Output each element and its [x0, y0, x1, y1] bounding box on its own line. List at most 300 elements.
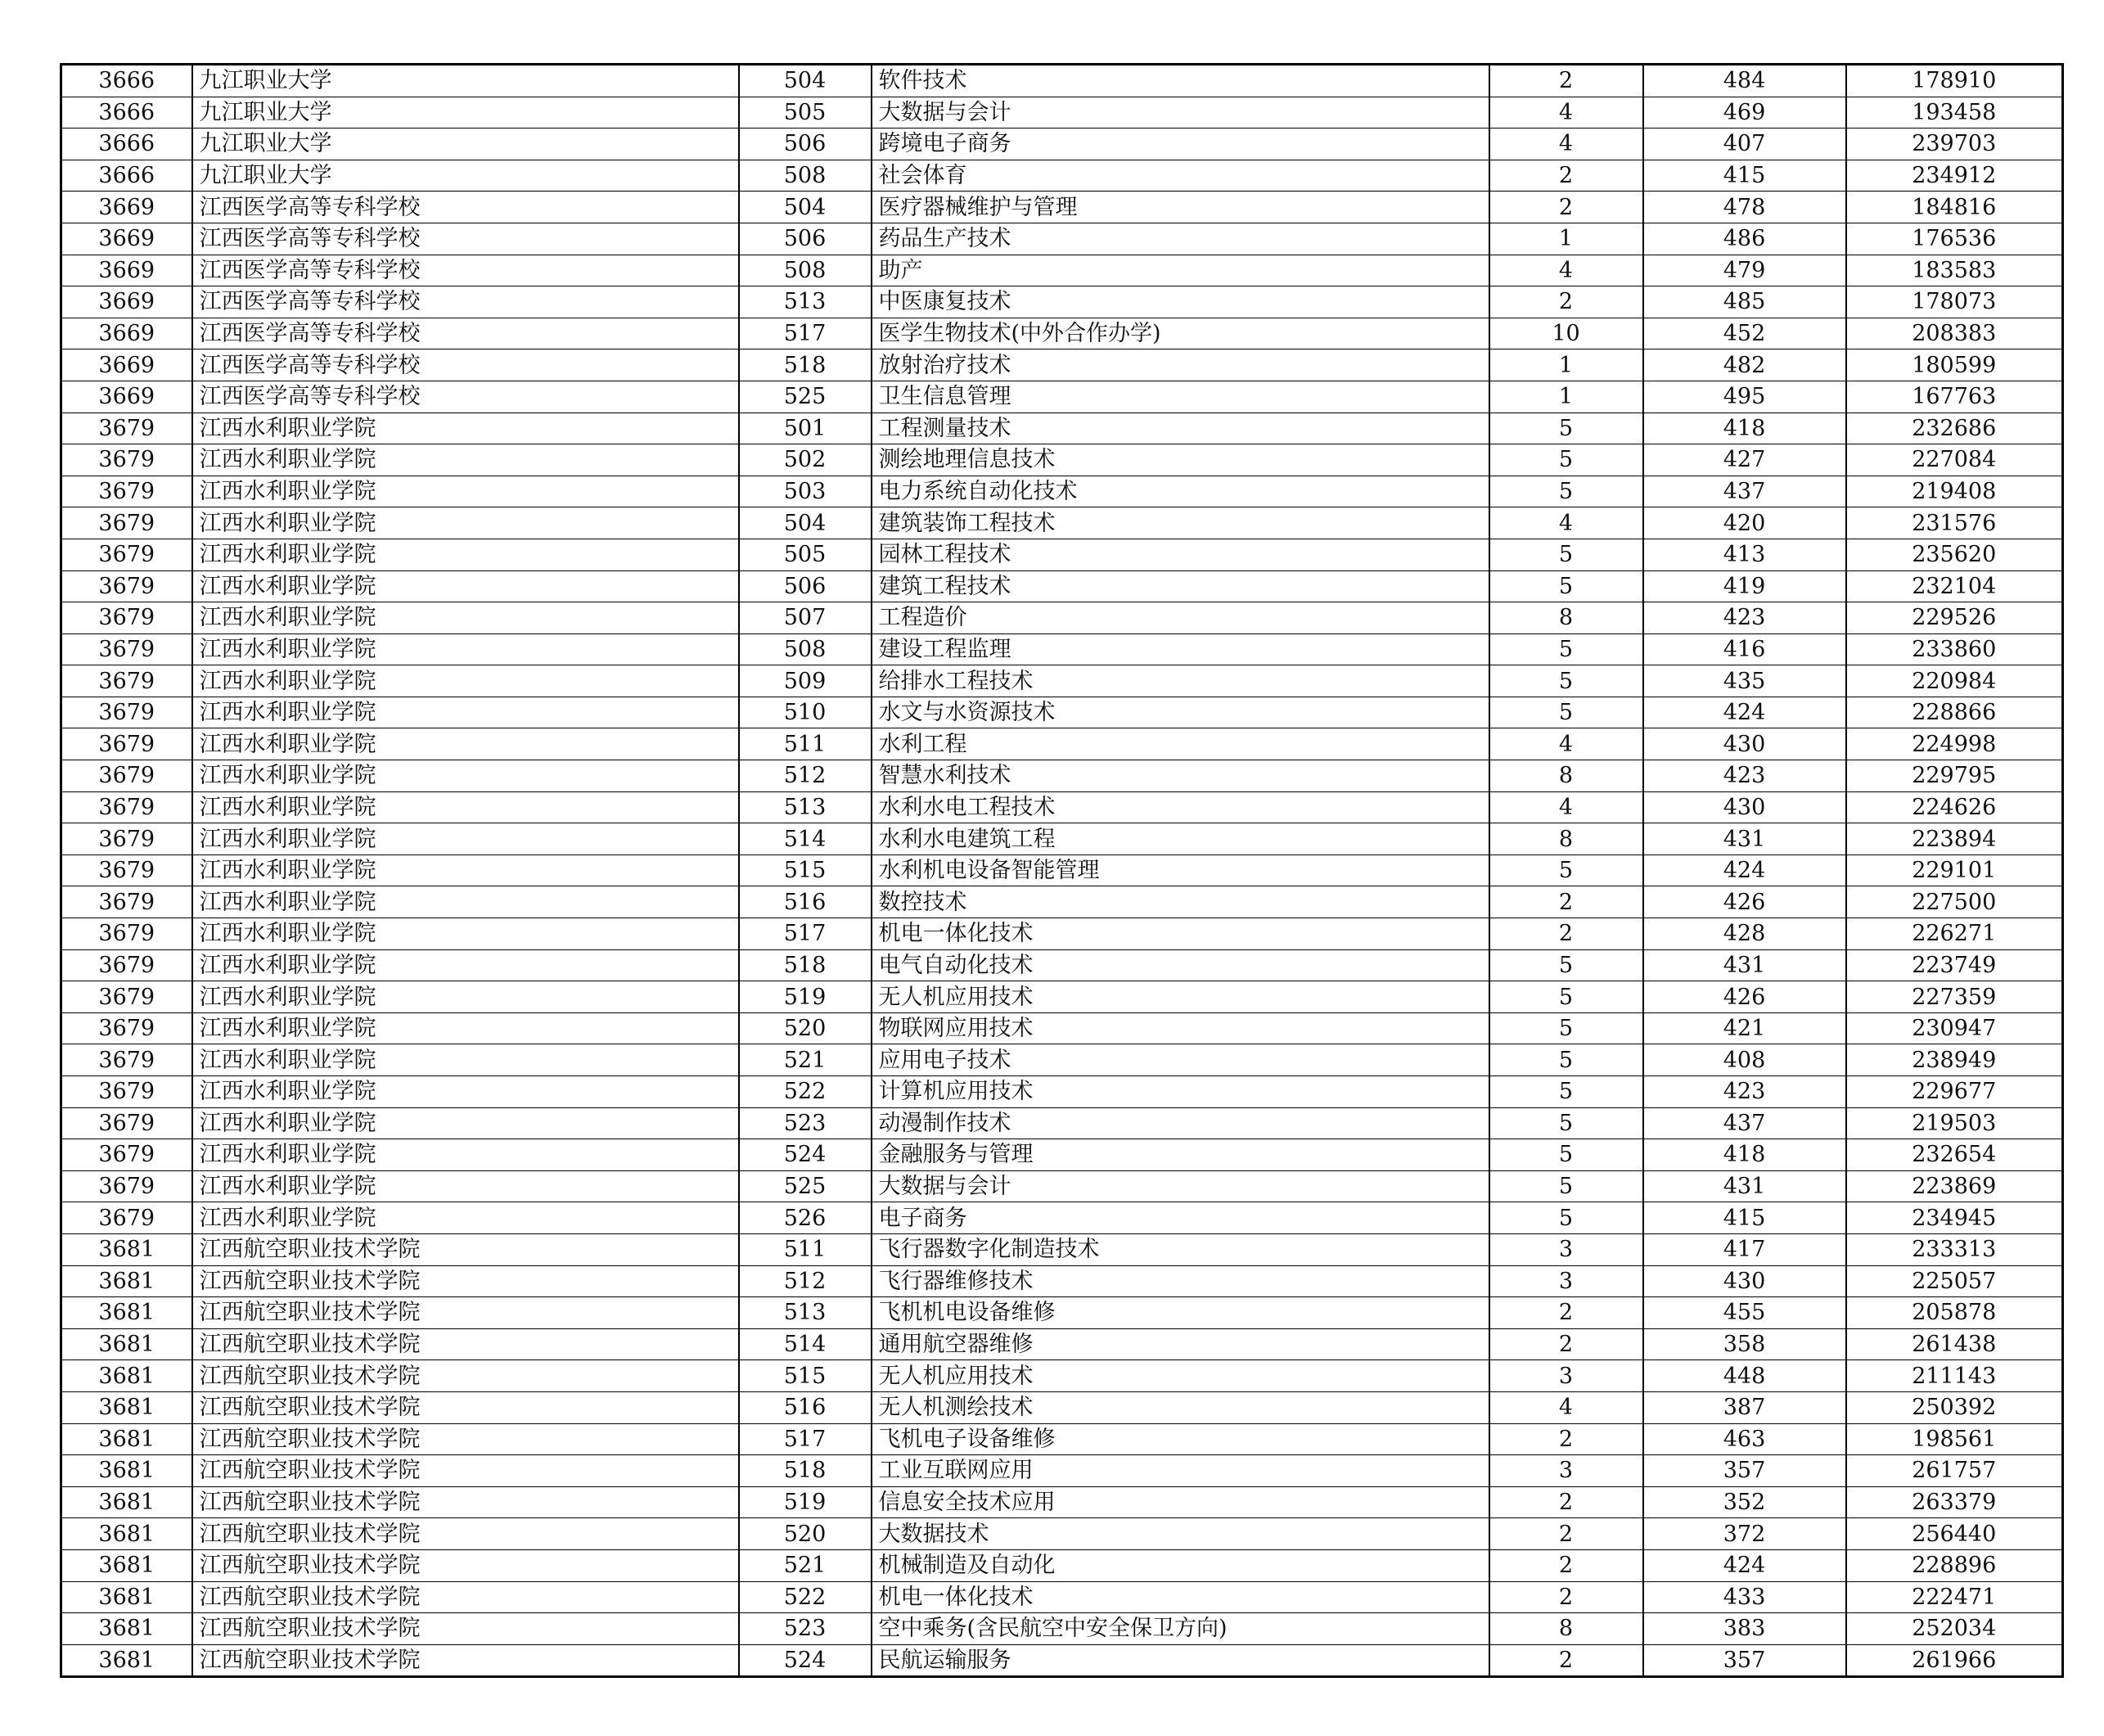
rank-cell: 224626	[1846, 791, 2063, 823]
major-code-cell: 504	[739, 65, 872, 97]
min-score-cell: 430	[1643, 728, 1846, 760]
major-name-cell: 物联网应用技术	[872, 1012, 1489, 1044]
rank-cell: 263379	[1846, 1486, 2063, 1518]
table-row	[61, 760, 2063, 792]
school-name-cell: 江西水利职业学院	[192, 949, 739, 981]
plan-count-cell: 4	[1489, 728, 1643, 760]
school-name-cell: 江西水利职业学院	[192, 634, 739, 665]
min-score-cell: 423	[1643, 760, 1846, 792]
plan-count-cell: 2	[1489, 65, 1643, 97]
school-code-cell: 3679	[61, 697, 192, 728]
school-name-cell: 江西水利职业学院	[192, 539, 739, 570]
table-row	[61, 1391, 2063, 1423]
min-score-cell: 372	[1643, 1518, 1846, 1550]
table-row	[61, 1455, 2063, 1487]
school-name-cell: 江西航空职业技术学院	[192, 1518, 739, 1550]
plan-count-cell: 2	[1489, 1297, 1643, 1329]
rank-cell: 252034	[1846, 1613, 2063, 1645]
table-row	[61, 65, 2063, 97]
plan-count-cell: 5	[1489, 444, 1643, 476]
plan-count-cell: 5	[1489, 1107, 1643, 1139]
plan-count-cell: 2	[1489, 1581, 1643, 1613]
school-name-cell: 江西水利职业学院	[192, 760, 739, 792]
major-name-cell: 放射治疗技术	[872, 349, 1489, 381]
plan-count-cell: 4	[1489, 97, 1643, 129]
major-name-cell: 社会体育	[872, 160, 1489, 192]
major-name-cell: 工业互联网应用	[872, 1455, 1489, 1487]
major-name-cell: 无人机应用技术	[872, 1360, 1489, 1392]
school-name-cell: 江西医学高等专科学校	[192, 349, 739, 381]
plan-count-cell: 5	[1489, 949, 1643, 981]
school-code-cell: 3666	[61, 65, 192, 97]
table-row	[61, 1233, 2063, 1265]
school-code-cell: 3679	[61, 665, 192, 697]
min-score-cell: 383	[1643, 1613, 1846, 1645]
plan-count-cell: 5	[1489, 476, 1643, 507]
school-code-cell: 3666	[61, 160, 192, 192]
major-code-cell: 508	[739, 255, 872, 286]
major-name-cell: 水利工程	[872, 728, 1489, 760]
school-code-cell: 3679	[61, 634, 192, 665]
school-code-cell: 3681	[61, 1613, 192, 1645]
min-score-cell: 424	[1643, 1549, 1846, 1581]
rank-cell: 250392	[1846, 1391, 2063, 1423]
plan-count-cell: 5	[1489, 697, 1643, 728]
major-code-cell: 502	[739, 444, 872, 476]
major-name-cell: 跨境电子商务	[872, 129, 1489, 160]
plan-count-cell: 5	[1489, 1076, 1643, 1108]
major-code-cell: 522	[739, 1581, 872, 1613]
major-name-cell: 电气自动化技术	[872, 949, 1489, 981]
school-code-cell: 3679	[61, 602, 192, 634]
school-code-cell: 3681	[61, 1297, 192, 1329]
school-name-cell: 江西水利职业学院	[192, 981, 739, 1013]
major-name-cell: 无人机应用技术	[872, 981, 1489, 1013]
school-name-cell: 江西航空职业技术学院	[192, 1486, 739, 1518]
major-name-cell: 建设工程监理	[872, 634, 1489, 665]
plan-count-cell: 8	[1489, 1613, 1643, 1645]
major-name-cell: 建筑工程技术	[872, 570, 1489, 602]
major-name-cell: 应用电子技术	[872, 1044, 1489, 1076]
table-row	[61, 1613, 2063, 1645]
rank-cell: 167763	[1846, 381, 2063, 413]
school-name-cell: 江西水利职业学院	[192, 1076, 739, 1108]
table-row	[61, 1297, 2063, 1329]
school-code-cell: 3681	[61, 1549, 192, 1581]
plan-count-cell: 3	[1489, 1233, 1643, 1265]
school-code-cell: 3679	[61, 1170, 192, 1202]
table-row	[61, 192, 2063, 223]
rank-cell: 230947	[1846, 1012, 2063, 1044]
plan-count-cell: 4	[1489, 507, 1643, 539]
plan-count-cell: 3	[1489, 1360, 1643, 1392]
table-row	[61, 1170, 2063, 1202]
rank-cell: 229677	[1846, 1076, 2063, 1108]
major-code-cell: 504	[739, 192, 872, 223]
school-code-cell: 3679	[61, 1076, 192, 1108]
major-name-cell: 测绘地理信息技术	[872, 444, 1489, 476]
major-name-cell: 机电一体化技术	[872, 1581, 1489, 1613]
school-name-cell: 九江职业大学	[192, 129, 739, 160]
major-name-cell: 机电一体化技术	[872, 918, 1489, 950]
table-row	[61, 97, 2063, 129]
major-name-cell: 智慧水利技术	[872, 760, 1489, 792]
min-score-cell: 413	[1643, 539, 1846, 570]
major-code-cell: 517	[739, 918, 872, 950]
major-name-cell: 信息安全技术应用	[872, 1486, 1489, 1518]
rank-cell: 220984	[1846, 665, 2063, 697]
min-score-cell: 358	[1643, 1328, 1846, 1360]
major-name-cell: 医学生物技术(中外合作办学)	[872, 318, 1489, 349]
rank-cell: 223894	[1846, 823, 2063, 855]
min-score-cell: 415	[1643, 1202, 1846, 1234]
plan-count-cell: 4	[1489, 255, 1643, 286]
min-score-cell: 427	[1643, 444, 1846, 476]
table-row	[61, 791, 2063, 823]
rank-cell: 229101	[1846, 854, 2063, 886]
school-code-cell: 3681	[61, 1455, 192, 1487]
school-code-cell: 3679	[61, 791, 192, 823]
school-code-cell: 3669	[61, 223, 192, 255]
min-score-cell: 426	[1643, 886, 1846, 918]
school-name-cell: 江西水利职业学院	[192, 1044, 739, 1076]
major-code-cell: 523	[739, 1613, 872, 1645]
rank-cell: 228866	[1846, 697, 2063, 728]
rank-cell: 178073	[1846, 286, 2063, 318]
rank-cell: 233313	[1846, 1233, 2063, 1265]
plan-count-cell: 8	[1489, 602, 1643, 634]
table-row	[61, 1202, 2063, 1234]
rank-cell: 232104	[1846, 570, 2063, 602]
school-code-cell: 3681	[61, 1265, 192, 1297]
major-code-cell: 521	[739, 1549, 872, 1581]
major-name-cell: 数控技术	[872, 886, 1489, 918]
min-score-cell: 495	[1643, 381, 1846, 413]
major-code-cell: 514	[739, 823, 872, 855]
school-name-cell: 九江职业大学	[192, 65, 739, 97]
min-score-cell: 430	[1643, 791, 1846, 823]
min-score-cell: 469	[1643, 97, 1846, 129]
school-code-cell: 3679	[61, 1202, 192, 1234]
school-code-cell: 3679	[61, 476, 192, 507]
plan-count-cell: 1	[1489, 349, 1643, 381]
school-name-cell: 江西水利职业学院	[192, 1107, 739, 1139]
school-name-cell: 江西医学高等专科学校	[192, 192, 739, 223]
plan-count-cell: 10	[1489, 318, 1643, 349]
school-name-cell: 江西航空职业技术学院	[192, 1391, 739, 1423]
min-score-cell: 430	[1643, 1265, 1846, 1297]
min-score-cell: 407	[1643, 129, 1846, 160]
major-code-cell: 513	[739, 286, 872, 318]
table-row	[61, 1486, 2063, 1518]
rank-cell: 193458	[1846, 97, 2063, 129]
major-name-cell: 建筑装饰工程技术	[872, 507, 1489, 539]
school-name-cell: 江西水利职业学院	[192, 476, 739, 507]
school-name-cell: 江西水利职业学院	[192, 918, 739, 950]
school-code-cell: 3669	[61, 286, 192, 318]
major-code-cell: 513	[739, 791, 872, 823]
table-row	[61, 1076, 2063, 1108]
plan-count-cell: 5	[1489, 413, 1643, 444]
school-code-cell: 3679	[61, 1107, 192, 1139]
min-score-cell: 408	[1643, 1044, 1846, 1076]
table-row	[61, 981, 2063, 1013]
school-name-cell: 江西航空职业技术学院	[192, 1549, 739, 1581]
school-code-cell: 3679	[61, 949, 192, 981]
table-row	[61, 129, 2063, 160]
major-name-cell: 电子商务	[872, 1202, 1489, 1234]
school-name-cell: 江西水利职业学院	[192, 1139, 739, 1171]
plan-count-cell: 5	[1489, 539, 1643, 570]
school-name-cell: 江西水利职业学院	[192, 444, 739, 476]
major-code-cell: 515	[739, 1360, 872, 1392]
min-score-cell: 448	[1643, 1360, 1846, 1392]
school-name-cell: 江西医学高等专科学校	[192, 255, 739, 286]
plan-count-cell: 4	[1489, 1391, 1643, 1423]
school-name-cell: 江西航空职业技术学院	[192, 1455, 739, 1487]
major-name-cell: 助产	[872, 255, 1489, 286]
rank-cell: 180599	[1846, 349, 2063, 381]
major-name-cell: 机械制造及自动化	[872, 1549, 1489, 1581]
major-code-cell: 508	[739, 634, 872, 665]
school-code-cell: 3679	[61, 1012, 192, 1044]
rank-cell: 229795	[1846, 760, 2063, 792]
school-name-cell: 江西航空职业技术学院	[192, 1233, 739, 1265]
rank-cell: 176536	[1846, 223, 2063, 255]
rank-cell: 234912	[1846, 160, 2063, 192]
plan-count-cell: 2	[1489, 1549, 1643, 1581]
min-score-cell: 485	[1643, 286, 1846, 318]
school-name-cell: 江西水利职业学院	[192, 570, 739, 602]
rank-cell: 234945	[1846, 1202, 2063, 1234]
min-score-cell: 482	[1643, 349, 1846, 381]
school-code-cell: 3679	[61, 760, 192, 792]
plan-count-cell: 1	[1489, 381, 1643, 413]
min-score-cell: 420	[1643, 507, 1846, 539]
school-code-cell: 3669	[61, 349, 192, 381]
major-code-cell: 501	[739, 413, 872, 444]
school-name-cell: 江西医学高等专科学校	[192, 223, 739, 255]
major-name-cell: 水文与水资源技术	[872, 697, 1489, 728]
table-row	[61, 634, 2063, 665]
plan-count-cell: 2	[1489, 918, 1643, 950]
table-row	[61, 1423, 2063, 1455]
rank-cell: 211143	[1846, 1360, 2063, 1392]
table-row	[61, 1265, 2063, 1297]
school-name-cell: 江西航空职业技术学院	[192, 1297, 739, 1329]
rank-cell: 256440	[1846, 1518, 2063, 1550]
plan-count-cell: 5	[1489, 981, 1643, 1013]
table-row	[61, 255, 2063, 286]
school-code-cell: 3681	[61, 1644, 192, 1677]
school-name-cell: 江西水利职业学院	[192, 854, 739, 886]
plan-count-cell: 5	[1489, 634, 1643, 665]
rank-cell: 178910	[1846, 65, 2063, 97]
major-code-cell: 511	[739, 728, 872, 760]
major-name-cell: 无人机测绘技术	[872, 1391, 1489, 1423]
major-code-cell: 514	[739, 1328, 872, 1360]
major-name-cell: 大数据技术	[872, 1518, 1489, 1550]
min-score-cell: 435	[1643, 665, 1846, 697]
table-row	[61, 602, 2063, 634]
major-code-cell: 510	[739, 697, 872, 728]
school-code-cell: 3681	[61, 1391, 192, 1423]
major-code-cell: 520	[739, 1012, 872, 1044]
plan-count-cell: 5	[1489, 665, 1643, 697]
min-score-cell: 433	[1643, 1581, 1846, 1613]
rank-cell: 235620	[1846, 539, 2063, 570]
min-score-cell: 419	[1643, 570, 1846, 602]
min-score-cell: 479	[1643, 255, 1846, 286]
school-name-cell: 江西航空职业技术学院	[192, 1644, 739, 1677]
school-name-cell: 江西航空职业技术学院	[192, 1613, 739, 1645]
rank-cell: 227359	[1846, 981, 2063, 1013]
major-code-cell: 517	[739, 318, 872, 349]
table-row	[61, 949, 2063, 981]
min-score-cell: 417	[1643, 1233, 1846, 1265]
min-score-cell: 387	[1643, 1391, 1846, 1423]
table-row	[61, 1581, 2063, 1613]
major-name-cell: 卫生信息管理	[872, 381, 1489, 413]
table-row	[61, 286, 2063, 318]
min-score-cell: 357	[1643, 1644, 1846, 1677]
school-code-cell: 3666	[61, 97, 192, 129]
table-row	[61, 697, 2063, 728]
plan-count-cell: 2	[1489, 1518, 1643, 1550]
min-score-cell: 437	[1643, 476, 1846, 507]
major-code-cell: 505	[739, 97, 872, 129]
plan-count-cell: 4	[1489, 129, 1643, 160]
plan-count-cell: 1	[1489, 223, 1643, 255]
major-name-cell: 大数据与会计	[872, 1170, 1489, 1202]
rank-cell: 183583	[1846, 255, 2063, 286]
school-name-cell: 江西航空职业技术学院	[192, 1581, 739, 1613]
major-name-cell: 给排水工程技术	[872, 665, 1489, 697]
major-name-cell: 软件技术	[872, 65, 1489, 97]
major-code-cell: 526	[739, 1202, 872, 1234]
rank-cell: 227084	[1846, 444, 2063, 476]
rank-cell: 219503	[1846, 1107, 2063, 1139]
min-score-cell: 463	[1643, 1423, 1846, 1455]
plan-count-cell: 4	[1489, 791, 1643, 823]
table-row	[61, 665, 2063, 697]
major-code-cell: 520	[739, 1518, 872, 1550]
major-code-cell: 522	[739, 1076, 872, 1108]
school-code-cell: 3681	[61, 1581, 192, 1613]
rank-cell: 219408	[1846, 476, 2063, 507]
plan-count-cell: 5	[1489, 1202, 1643, 1234]
rank-cell: 261757	[1846, 1455, 2063, 1487]
school-code-cell: 3679	[61, 886, 192, 918]
major-code-cell: 505	[739, 539, 872, 570]
table-row	[61, 539, 2063, 570]
table-row	[61, 349, 2063, 381]
school-name-cell: 江西医学高等专科学校	[192, 286, 739, 318]
plan-count-cell: 5	[1489, 854, 1643, 886]
school-name-cell: 江西水利职业学院	[192, 1202, 739, 1234]
rank-cell: 226271	[1846, 918, 2063, 950]
table-row	[61, 476, 2063, 507]
min-score-cell: 418	[1643, 1139, 1846, 1171]
min-score-cell: 421	[1643, 1012, 1846, 1044]
min-score-cell: 424	[1643, 854, 1846, 886]
major-name-cell: 工程造价	[872, 602, 1489, 634]
major-code-cell: 507	[739, 602, 872, 634]
school-name-cell: 江西水利职业学院	[192, 823, 739, 855]
major-name-cell: 通用航空器维修	[872, 1328, 1489, 1360]
major-name-cell: 飞行器维修技术	[872, 1265, 1489, 1297]
table-row	[61, 1360, 2063, 1392]
major-name-cell: 医疗器械维护与管理	[872, 192, 1489, 223]
major-name-cell: 中医康复技术	[872, 286, 1489, 318]
rank-cell: 227500	[1846, 886, 2063, 918]
table-row	[61, 1549, 2063, 1581]
min-score-cell: 484	[1643, 65, 1846, 97]
school-code-cell: 3679	[61, 981, 192, 1013]
table-row	[61, 507, 2063, 539]
min-score-cell: 352	[1643, 1486, 1846, 1518]
table-row	[61, 1012, 2063, 1044]
plan-count-cell: 2	[1489, 886, 1643, 918]
school-code-cell: 3681	[61, 1233, 192, 1265]
major-code-cell: 518	[739, 949, 872, 981]
major-code-cell: 511	[739, 1233, 872, 1265]
min-score-cell: 418	[1643, 413, 1846, 444]
major-code-cell: 519	[739, 1486, 872, 1518]
school-code-cell: 3669	[61, 255, 192, 286]
table-row	[61, 886, 2063, 918]
major-name-cell: 水利水电建筑工程	[872, 823, 1489, 855]
min-score-cell: 424	[1643, 697, 1846, 728]
major-code-cell: 506	[739, 129, 872, 160]
min-score-cell: 428	[1643, 918, 1846, 950]
school-name-cell: 九江职业大学	[192, 160, 739, 192]
major-name-cell: 水利水电工程技术	[872, 791, 1489, 823]
school-code-cell: 3681	[61, 1423, 192, 1455]
school-code-cell: 3679	[61, 507, 192, 539]
school-name-cell: 江西水利职业学院	[192, 791, 739, 823]
school-name-cell: 江西水利职业学院	[192, 728, 739, 760]
major-code-cell: 524	[739, 1644, 872, 1677]
school-code-cell: 3669	[61, 318, 192, 349]
rank-cell: 232654	[1846, 1139, 2063, 1171]
rank-cell: 231576	[1846, 507, 2063, 539]
rank-cell: 228896	[1846, 1549, 2063, 1581]
table-row	[61, 160, 2063, 192]
school-name-cell: 九江职业大学	[192, 97, 739, 129]
plan-count-cell: 2	[1489, 1486, 1643, 1518]
school-code-cell: 3679	[61, 1139, 192, 1171]
school-name-cell: 江西水利职业学院	[192, 886, 739, 918]
major-code-cell: 506	[739, 223, 872, 255]
rank-cell: 225057	[1846, 1265, 2063, 1297]
school-name-cell: 江西航空职业技术学院	[192, 1360, 739, 1392]
plan-count-cell: 3	[1489, 1455, 1643, 1487]
major-name-cell: 飞机电子设备维修	[872, 1423, 1489, 1455]
school-code-cell: 3669	[61, 192, 192, 223]
school-code-cell: 3679	[61, 1044, 192, 1076]
table-row	[61, 1518, 2063, 1550]
major-code-cell: 503	[739, 476, 872, 507]
min-score-cell: 486	[1643, 223, 1846, 255]
rank-cell: 198561	[1846, 1423, 2063, 1455]
school-code-cell: 3681	[61, 1360, 192, 1392]
major-name-cell: 民航运输服务	[872, 1644, 1489, 1677]
plan-count-cell: 2	[1489, 1328, 1643, 1360]
school-code-cell: 3679	[61, 413, 192, 444]
major-code-cell: 512	[739, 1265, 872, 1297]
table-row	[61, 570, 2063, 602]
